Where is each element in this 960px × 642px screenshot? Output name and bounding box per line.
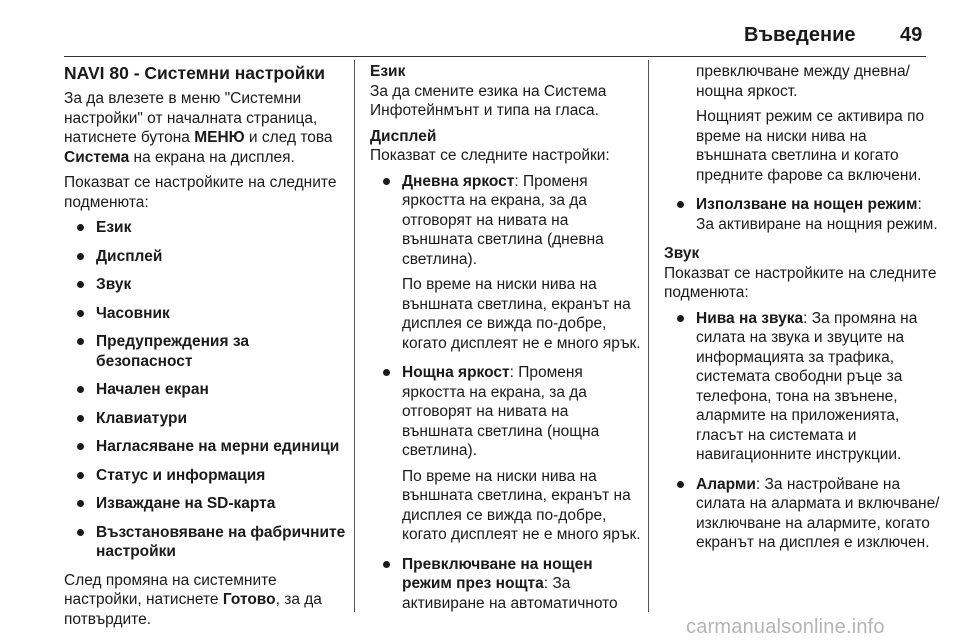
item-extra: По време на ниски нива на външната светлина, екранът на дисплея се вижда по-добре, когато дисплеят не е много ярък.	[402, 276, 641, 352]
item-label: Дневна яркост	[402, 172, 515, 190]
item-text: : Променя яркостта на екрана, за да отговорят на нивата на външната светлина (дневна светлина).	[402, 172, 604, 268]
continued-list	[664, 62, 940, 234]
submenu-item: Възстановяване на фабричните настройки	[64, 523, 348, 562]
item-extra: По време на ниски нива на външната светлина, екранът на дисплея се вижда по-добре, когато дисплеят не е много ярък.	[402, 467, 641, 543]
item-text: : Променя яркостта на екрана, за да отговорят на нивата на външната светлина (нощна светлина).	[402, 364, 600, 459]
column-1	[64, 62, 348, 635]
list-item	[664, 195, 940, 234]
intro-text: на екрана на дисплея.	[129, 148, 295, 166]
list-item	[370, 363, 642, 545]
display-text: Показват се следните настройки:	[370, 147, 610, 164]
item-text: : За настройване на силата на алармата и включване/изключване на алармите, когато екранът на дисплея е изключен.	[696, 475, 940, 551]
submenu-item: Звук	[64, 275, 348, 295]
submenu-item: Дисплей	[64, 247, 348, 267]
confirm-text: , за да потвърдите.	[64, 591, 322, 628]
item-text: : За активиране на автоматичното	[402, 575, 618, 612]
list-item-continued	[664, 62, 940, 185]
sound-heading: Звук	[664, 245, 700, 262]
section-title: NAVI 80 - Системни настройки	[64, 63, 325, 83]
column-divider-2	[648, 60, 649, 612]
submenu-item: Нагласяване на мерни единици	[64, 437, 348, 457]
item-label: Използване на нощен режим	[696, 196, 918, 213]
item-text: : За активиране на нощния режим.	[696, 196, 938, 233]
page-number: 49	[900, 24, 923, 46]
item-text: : За промяна на силата на звука и звуците на информацията за трафика, системата свободни ръце за телефона, тона на звънене, алармите на приложенията, гласът на системата и навигационните инструкции.	[696, 309, 918, 463]
submenu-item: Изваждане на SD-карта	[64, 494, 348, 514]
intro-paragraph	[64, 89, 348, 167]
item-label: Превключване на нощен режим през нощта	[402, 555, 593, 592]
continued-text: превключване между дневна/ нощна яркост.	[696, 63, 910, 100]
language-block	[370, 62, 642, 121]
header-title: Въведение	[744, 24, 856, 46]
intro-text: За да влезете в меню "Системни настройки" от началната страница, натиснете бутона	[64, 90, 318, 146]
item-label: Нива на звука	[696, 309, 804, 327]
system-ref: Система	[64, 148, 130, 166]
submenu-item: Часовник	[64, 304, 348, 324]
watermark: carmanualsonline.info	[686, 616, 885, 638]
item-label: Нощна яркост	[402, 364, 510, 381]
column-divider-1	[354, 60, 355, 612]
submenu-item: Предупреждения за безопасност	[64, 332, 348, 371]
submenus-intro: Показват се настройките на следните подменюта:	[64, 174, 337, 211]
submenu-item: Език	[64, 218, 348, 238]
submenu-item: Статус и информация	[64, 466, 348, 486]
list-item	[664, 475, 940, 553]
confirm-paragraph	[64, 571, 348, 630]
column-2	[370, 62, 642, 623]
sound-text: Показват се настройките на следните подменюта:	[664, 264, 937, 301]
list-item	[370, 172, 642, 354]
item-label: Аларми	[696, 475, 756, 493]
column-3	[664, 62, 940, 563]
list-item	[664, 309, 940, 465]
display-heading: Дисплей	[370, 127, 437, 145]
done-ref: Готово	[222, 591, 276, 608]
submenu-item: Начален екран	[64, 380, 348, 400]
header-rule	[64, 56, 926, 57]
confirm-text: След промяна на системните настройки, натиснете	[64, 571, 277, 608]
menu-button-ref: МЕНЮ	[194, 129, 245, 146]
submenu-item: Клавиатури	[64, 409, 348, 429]
display-settings-list	[370, 172, 642, 614]
submenu-list	[64, 218, 348, 562]
intro-text: и след това	[244, 129, 333, 146]
continued-text-2: Нощният режим се активира по време на ниски нива на външната светлина и когато предните фарове са включени.	[696, 108, 925, 184]
sound-block	[664, 244, 940, 303]
language-heading: Език	[370, 63, 406, 80]
language-text: За да смените езика на Система Инфотейнмънт и типа на гласа.	[370, 82, 607, 119]
display-block	[370, 127, 642, 166]
sound-settings-list	[664, 309, 940, 553]
list-item	[370, 555, 642, 614]
